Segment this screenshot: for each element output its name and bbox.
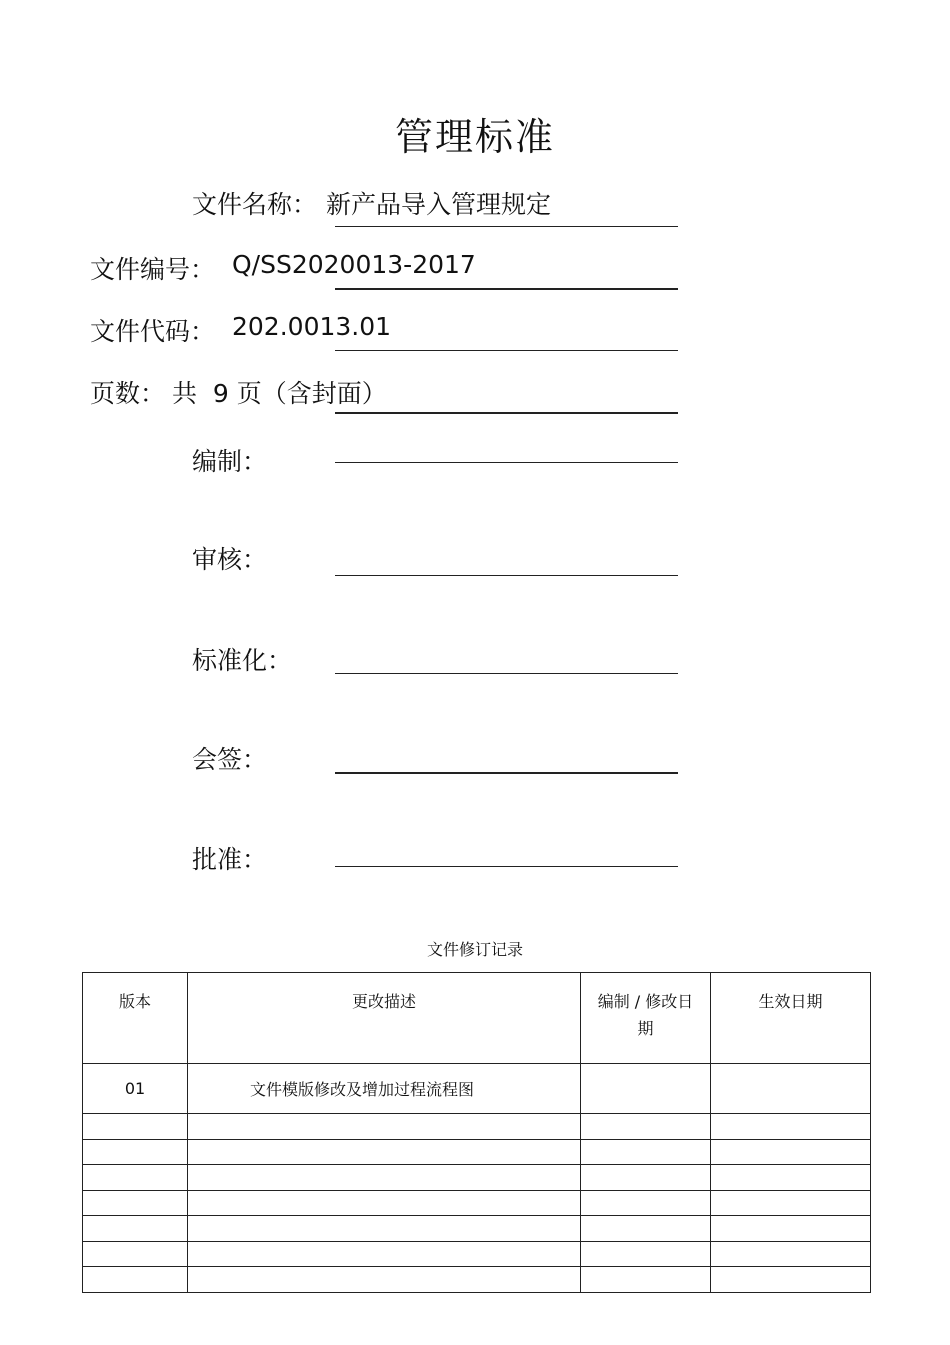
- page-count-underline: [335, 412, 678, 414]
- countersigned-by-label: 会签：: [192, 745, 268, 774]
- cell-version: 01: [83, 1064, 188, 1114]
- table-row: [83, 1241, 871, 1267]
- file-code-underline: [335, 350, 678, 351]
- page-count-label: 页数：: [90, 379, 166, 408]
- file-number-label: 文件编号：: [90, 255, 216, 284]
- prepared-by-label: 编制：: [192, 447, 268, 476]
- header-change-description: 更改描述: [188, 973, 581, 1064]
- file-name-value: 新产品导入管理规定: [326, 190, 552, 219]
- approved-by-label: 批准：: [192, 845, 268, 874]
- file-code-label: 文件代码：: [90, 317, 216, 346]
- header-effective-date: 生效日期: [711, 973, 871, 1064]
- table-row: [83, 1267, 871, 1293]
- page-title: 管理标准: [394, 115, 555, 159]
- header-version: 版本: [83, 973, 188, 1064]
- table-row: [83, 1165, 871, 1191]
- revision-record-table: [82, 972, 871, 1293]
- cell-effective-date: [711, 1064, 871, 1114]
- revision-header-row: [83, 973, 871, 1064]
- approved-by-line: [335, 866, 678, 867]
- reviewed-by-label: 审核：: [192, 545, 268, 574]
- cell-prepared-date: [581, 1064, 711, 1114]
- countersigned-by-line: [335, 772, 678, 774]
- revision-record-caption: 文件修订记录: [426, 940, 523, 959]
- standardized-by-line: [335, 673, 678, 674]
- file-name-underline: [335, 226, 678, 227]
- file-number-underline: [335, 288, 678, 290]
- table-row: [83, 1064, 871, 1114]
- table-row: [83, 1139, 871, 1165]
- prepared-by-line: [335, 462, 678, 463]
- file-name-label: 文件名称：: [192, 190, 318, 219]
- table-row: [83, 1190, 871, 1216]
- header-prepared-modified-date: 编制 / 修改日期: [581, 973, 711, 1064]
- cell-change-description: 文件模版修改及增加过程流程图: [188, 1064, 581, 1114]
- standardized-by-label: 标准化：: [192, 646, 293, 675]
- file-number-value: Q/SS2020013-2017: [232, 250, 476, 279]
- reviewed-by-line: [335, 575, 678, 576]
- file-code-value: 202.0013.01: [232, 312, 392, 341]
- table-row: [83, 1114, 871, 1140]
- page-count-value: 共 9 页（含封面）: [172, 379, 387, 408]
- table-row: [83, 1216, 871, 1242]
